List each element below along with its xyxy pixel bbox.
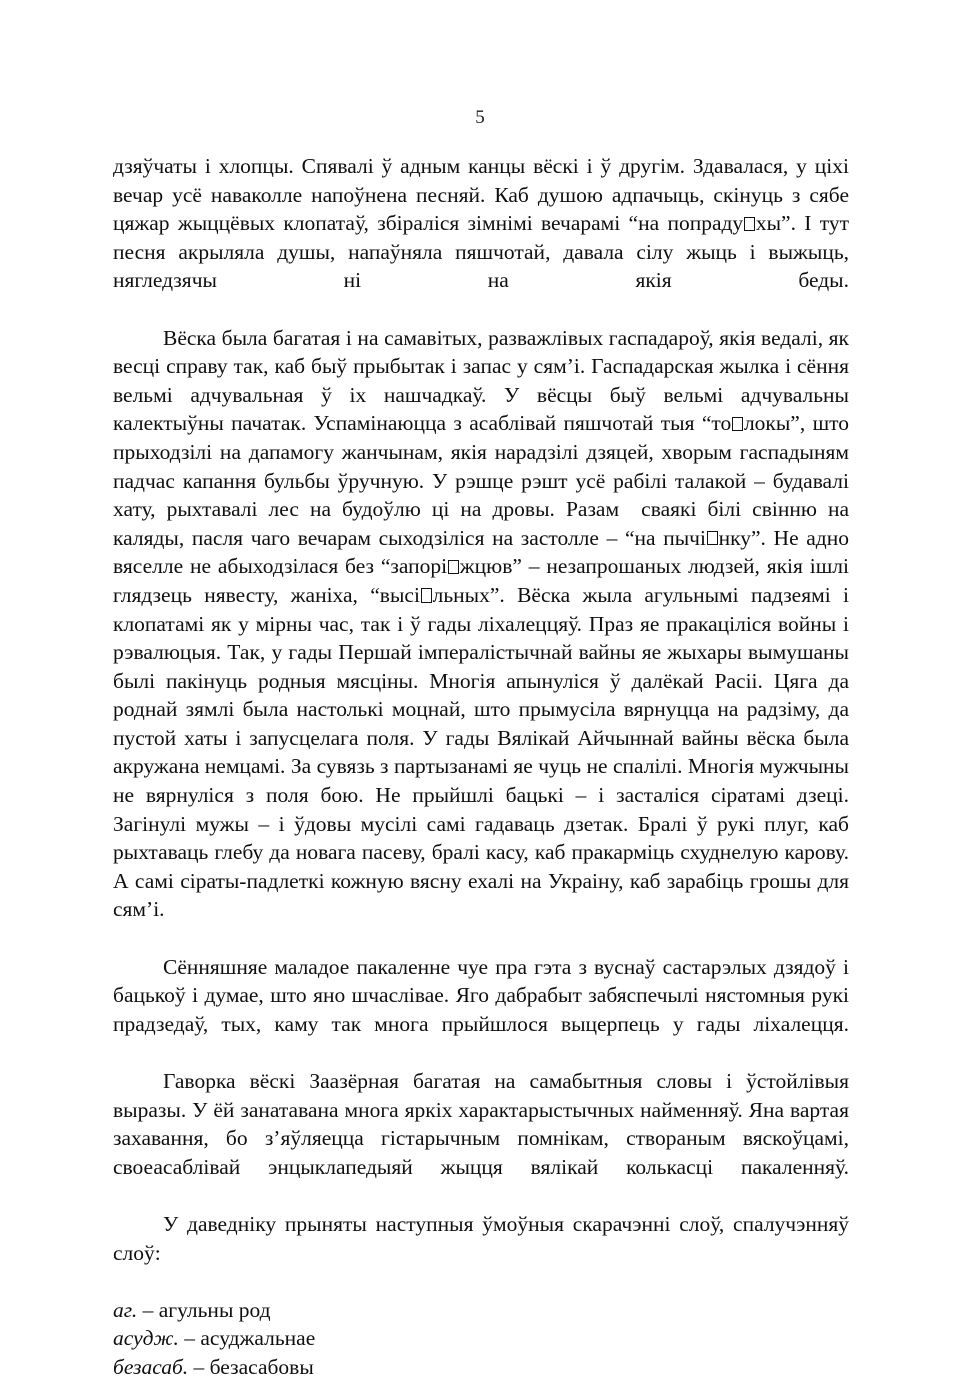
abbreviation-term: безасаб. [113,1354,189,1379]
missing-glyph-box-icon [732,417,743,431]
abbreviation-separator: – [188,1354,210,1379]
page-number: 5 [475,107,485,128]
missing-glyph-box-icon [448,560,459,574]
paragraph-list [113,152,855,1296]
body-paragraph: Вёска была багатая і на самавітых, разважлівых гаспадароў, якія ведалі, як весці справу так, каб быў прыбытак і запас у сям’і. Гаспадарская жылка і сёння вельмі адчувальная ў іх нашчадкаў. У вёсцы быў вельмі адчувальны калектыўны пачатак. Успамінаюцца з асаблівай пяшчотай тыя “то локы”, што прыходзілі на дапамогу жанчынам, якія нарадзілі дзяцей, хворым гаспадыням падчас капання бульбы ўручную. У рэшце рэшт усё рабілі талакой – будавалі хату, рыхтавалі лес на будоўлю ці на дровы. Разам сваякі білі свінню на каляды, пасля чаго вечарам сыходзіліся на застолле – “на пычі нку”. Не адно вяселле не абыходзілася без “запорі жцюв” – незапрошаных людзей, якія ішлі глядзець нявесту, жаніха, “высі льных”. Вёска жыла агульнымі падзеямі і клопатамі як у мірны час, так і ў гады ліхалеццяў. Праз яе пракаціліся войны і рэвалюцыя. Так, у гады Першай імпералістычнай вайны яе жыхары вымушаны былі пакінуць родныя мясціны. Многія апынуліся ў далёкай Расіі. Цяга да роднай зямлі была настолькі моцнай, што прымусіла вярнуцца на радзіму, да пустой хаты і запусцелага поля. У гады Вялікай Айчыннай вайны вёска была акружана немцамі. За сувязь з партызанамі яе чуць не спалілі. Многія мужчыны не вярнуліся з поля бою. Не прыйшлі бацькі – і засталіся сіратамі дзеці. Загінулі мужы – і ўдовы мусілі самі гадаваць дзетак. Бралі ў рукі плуг, каб рыхтаваць глебу да новага пасеву, бралі касу, каб пракарміць схуднелую карову. А самі сіраты-падлеткі кожную вясну ехалі на Украіну, каб зарабіць грошы для сям’і. [113,325,855,922]
abbreviation-separator: – [178,1326,201,1351]
abbreviation-entry [113,1296,849,1325]
abbreviation-expansion: безасабовы [209,1354,314,1379]
abbreviation-expansion: асуджальнае [200,1326,316,1351]
abbreviation-expansion: агульны род [158,1297,271,1322]
missing-glyph-box-icon [707,531,718,545]
abbreviation-entry [113,1353,849,1382]
body-paragraph: дзяўчаты і хлопцы. Спявалі ў адным канцы вёскі і ў другім. Здавалася, у ціхі вечар усё наваколле напоўнена песняй. Каб душою адпачыць, скінуць з сябе цяжар жыццёвых клопатаў, збіраліся зімнімі вечарамі “на попраду хы”. І тут песня акрыляла душы, напаўняла пяшчотай, давала сілу жыць і выжыць, нягледзячы ні на якія беды. [113,154,855,293]
body-paragraph: Гаворка вёскі Заазёрная багатая на самабытныя словы і ўстойлівыя выразы. У ёй занатавана многа яркіх характарыстычных найменняў. Яна вартая захавання, бо з’яўляецца гістарычным помнікам, створаным вяскоўцамі, своеасаблівай энцыклапедыяй жыцця вялікай колькасці пакаленняў. [113,1069,855,1179]
text-block [113,152,855,1382]
abbreviation-separator: – [137,1297,159,1322]
body-paragraph: У даведніку прыняты наступныя ўмоўныя скарачэнні слоў, спалучэнняў слоў: [113,1211,855,1265]
abbreviation-list [113,1296,849,1382]
abbreviation-term: асудж. [113,1326,179,1351]
abbreviation-term: аг. [113,1297,138,1322]
body-paragraph: Сённяшняе маладое пакаленне чуе пра гэта з вуснаў састарэлых дзядоў і бацькоў і думае, што яно шчаслівае. Яго дабрабыт забяспечылі нястомныя рукі прадзедаў, тых, каму так многа прыйшлося выцерпець у гады ліхалецця. [113,954,855,1036]
abbreviation-entry [113,1324,849,1353]
missing-glyph-box-icon [421,588,432,602]
missing-glyph-box-icon [744,217,755,231]
